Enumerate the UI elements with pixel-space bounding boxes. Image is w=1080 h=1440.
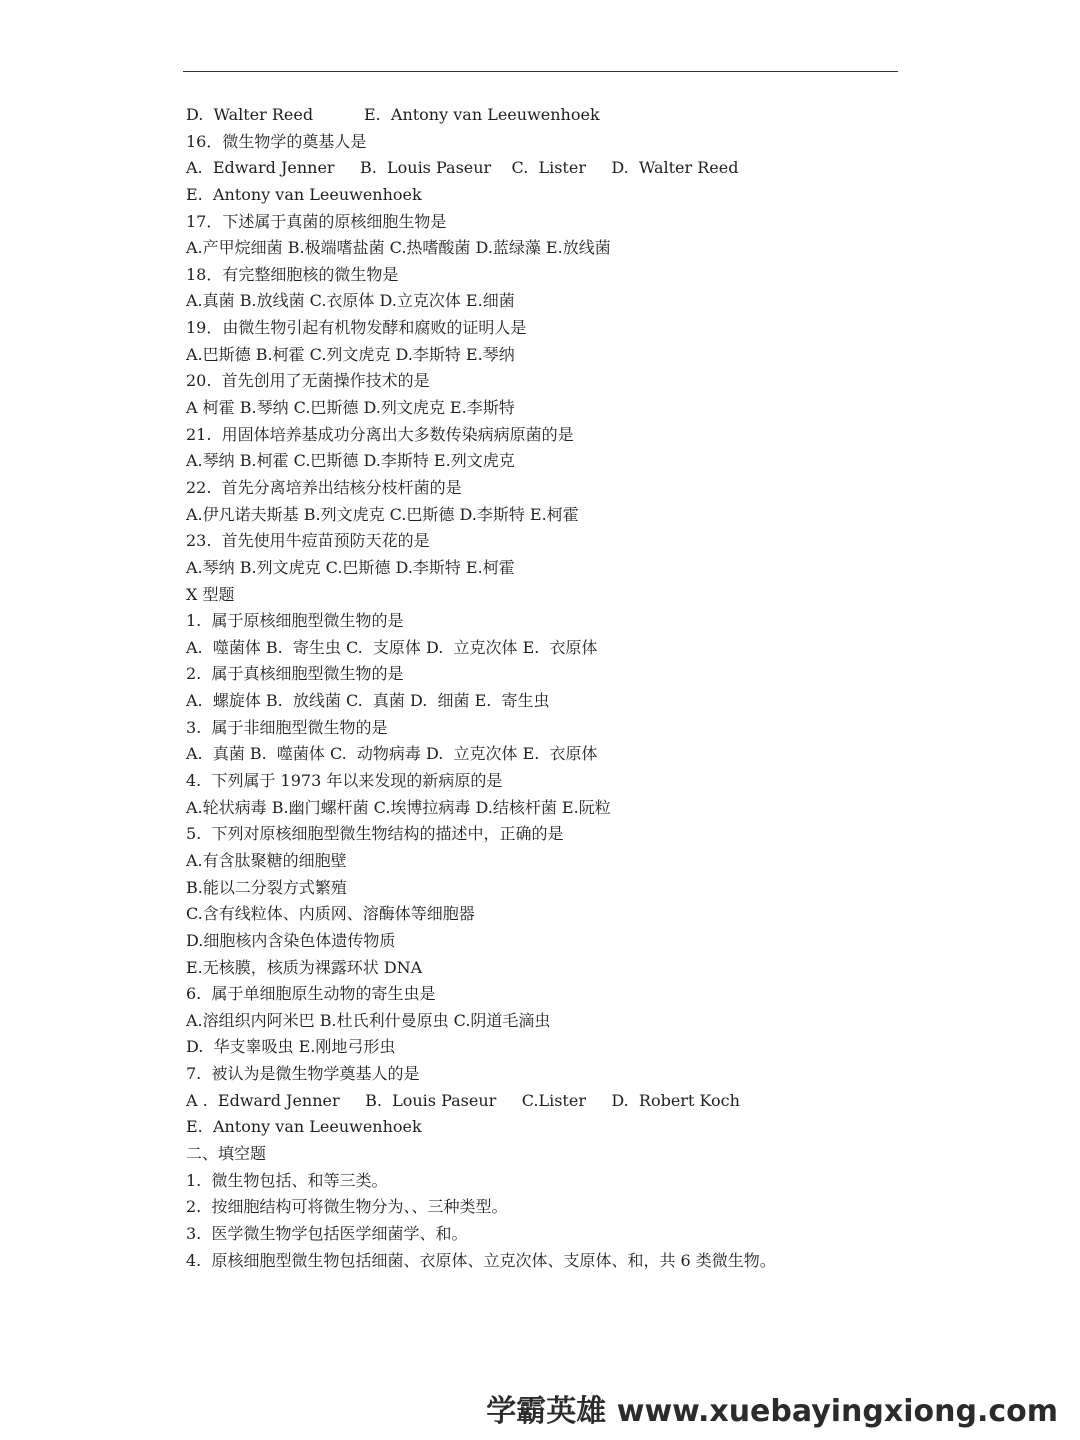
x-question-7-options: A . Edward Jenner B. Louis Paseur C.Lister D. Robert Koch [186,1090,740,1110]
x-question-6-options-cont: D. 华支睾吸虫 E.刚地弓形虫 [186,1037,396,1057]
x-question-5-option-e: E.无核膜，核质为裸露环状 DNA [186,957,423,977]
section-heading-fill-in: 二、填空题 [186,1143,267,1163]
x-question-6: 6. 属于单细胞原生动物的寄生虫是 [186,984,436,1004]
fill-in-question-2: 2. 按细胞结构可将微生物分为、、三种类型。 [186,1197,508,1217]
question-19: 19．由微生物引起有机物发酵和腐败的证明人是 [186,318,527,338]
section-heading-x-type: X 型题 [186,584,235,604]
x-question-2: 2. 属于真核细胞型微生物的是 [186,664,404,684]
question-23-options: A.琴纳 B.列文虎克 C.巴斯德 D.李斯特 E.柯霍 [186,557,515,577]
x-question-1: 1. 属于原核细胞型微生物的是 [186,611,404,631]
fill-in-question-3: 3. 医学微生物学包括医学细菌学、和。 [186,1223,468,1243]
question-20: 20. 首先创用了无菌操作技术的是 [186,371,430,391]
question-22-options: A.伊凡诺夫斯基 B.列文虎克 C.巴斯德 D.李斯特 E.柯霍 [186,504,579,524]
x-question-2-options: A. 螺旋体 B. 放线菌 C. 真菌 D. 细菌 E. 寄生虫 [186,691,550,711]
question-22: 22. 首先分离培养出结核分枝杆菌的是 [186,477,462,497]
x-question-5-option-b: B.能以二分裂方式繁殖 [186,877,347,897]
x-question-5: 5. 下列对原核细胞型微生物结构的描述中，正确的是 [186,824,564,844]
x-question-5-option-c: C.含有线粒体、内质网、溶酶体等细胞器 [186,904,475,924]
question-18: 18．有完整细胞核的微生物是 [186,264,399,284]
question-17: 17．下述属于真菌的原核细胞生物是 [186,211,447,231]
text-line: D. Walter Reed E. Antony van Leeuwenhoek [186,105,600,124]
x-question-5-option-a: A.有含肽聚糖的细胞壁 [186,850,347,870]
question-18-options: A.真菌 B.放线菌 C.衣原体 D.立克次体 E.细菌 [186,291,515,311]
x-question-4-options: A.轮状病毒 B.幽门螺杆菌 C.埃博拉病毒 D.结核杆菌 E.阮粒 [186,797,611,817]
question-16-options-cont: E. Antony van Leeuwenhoek [186,184,422,204]
site-watermark: 学霸英雄 www.xuebayingxiong.com [486,1394,1058,1429]
x-question-7: 7. 被认为是微生物学奠基人的是 [186,1064,420,1084]
question-19-options: A.巴斯德 B.柯霍 C.列文虎克 D.李斯特 E.琴纳 [186,344,515,364]
question-21-options: A.琴纳 B.柯霍 C.巴斯德 D.李斯特 E.列文虎克 [186,451,515,471]
fill-in-question-1: 1. 微生物包括、和等三类。 [186,1170,388,1190]
question-21: 21. 用固体培养基成功分离出大多数传染病病原菌的是 [186,424,574,444]
fill-in-question-4: 4. 原核细胞型微生物包括细菌、衣原体、立克次体、支原体、和，共 6 类微生物。 [186,1250,776,1270]
x-question-5-option-d: D.细胞核内含染色体遗传物质 [186,930,396,950]
question-17-options: A.产甲烷细菌 B.极端嗜盐菌 C.热嗜酸菌 D.蓝绿藻 E.放线菌 [186,238,611,258]
x-question-6-options: A.溶组织内阿米巴 B.杜氏利什曼原虫 C.阴道毛滴虫 [186,1010,551,1030]
question-20-options: A 柯霍 B.琴纳 C.巴斯德 D.列文虎克 E.李斯特 [186,398,515,418]
x-question-1-options: A. 噬菌体 B. 寄生虫 C. 支原体 D. 立克次体 E. 衣原体 [186,637,598,657]
x-question-3-options: A. 真菌 B. 噬菌体 C. 动物病毒 D. 立克次体 E. 衣原体 [186,744,598,764]
question-16: 16．微生物学的奠基人是 [186,131,367,151]
document-body [186,102,946,1274]
header-rule [183,71,898,72]
x-question-4: 4. 下列属于 1973 年以来发现的新病原的是 [186,771,503,791]
x-question-3: 3. 属于非细胞型微生物的是 [186,717,388,737]
question-16-options: A. Edward Jenner B. Louis Paseur C. Lister D. Walter Reed [186,158,739,178]
x-question-7-options-cont: E. Antony van Leeuwenhoek [186,1117,422,1137]
question-23: 23. 首先使用牛痘苗预防天花的是 [186,531,430,551]
